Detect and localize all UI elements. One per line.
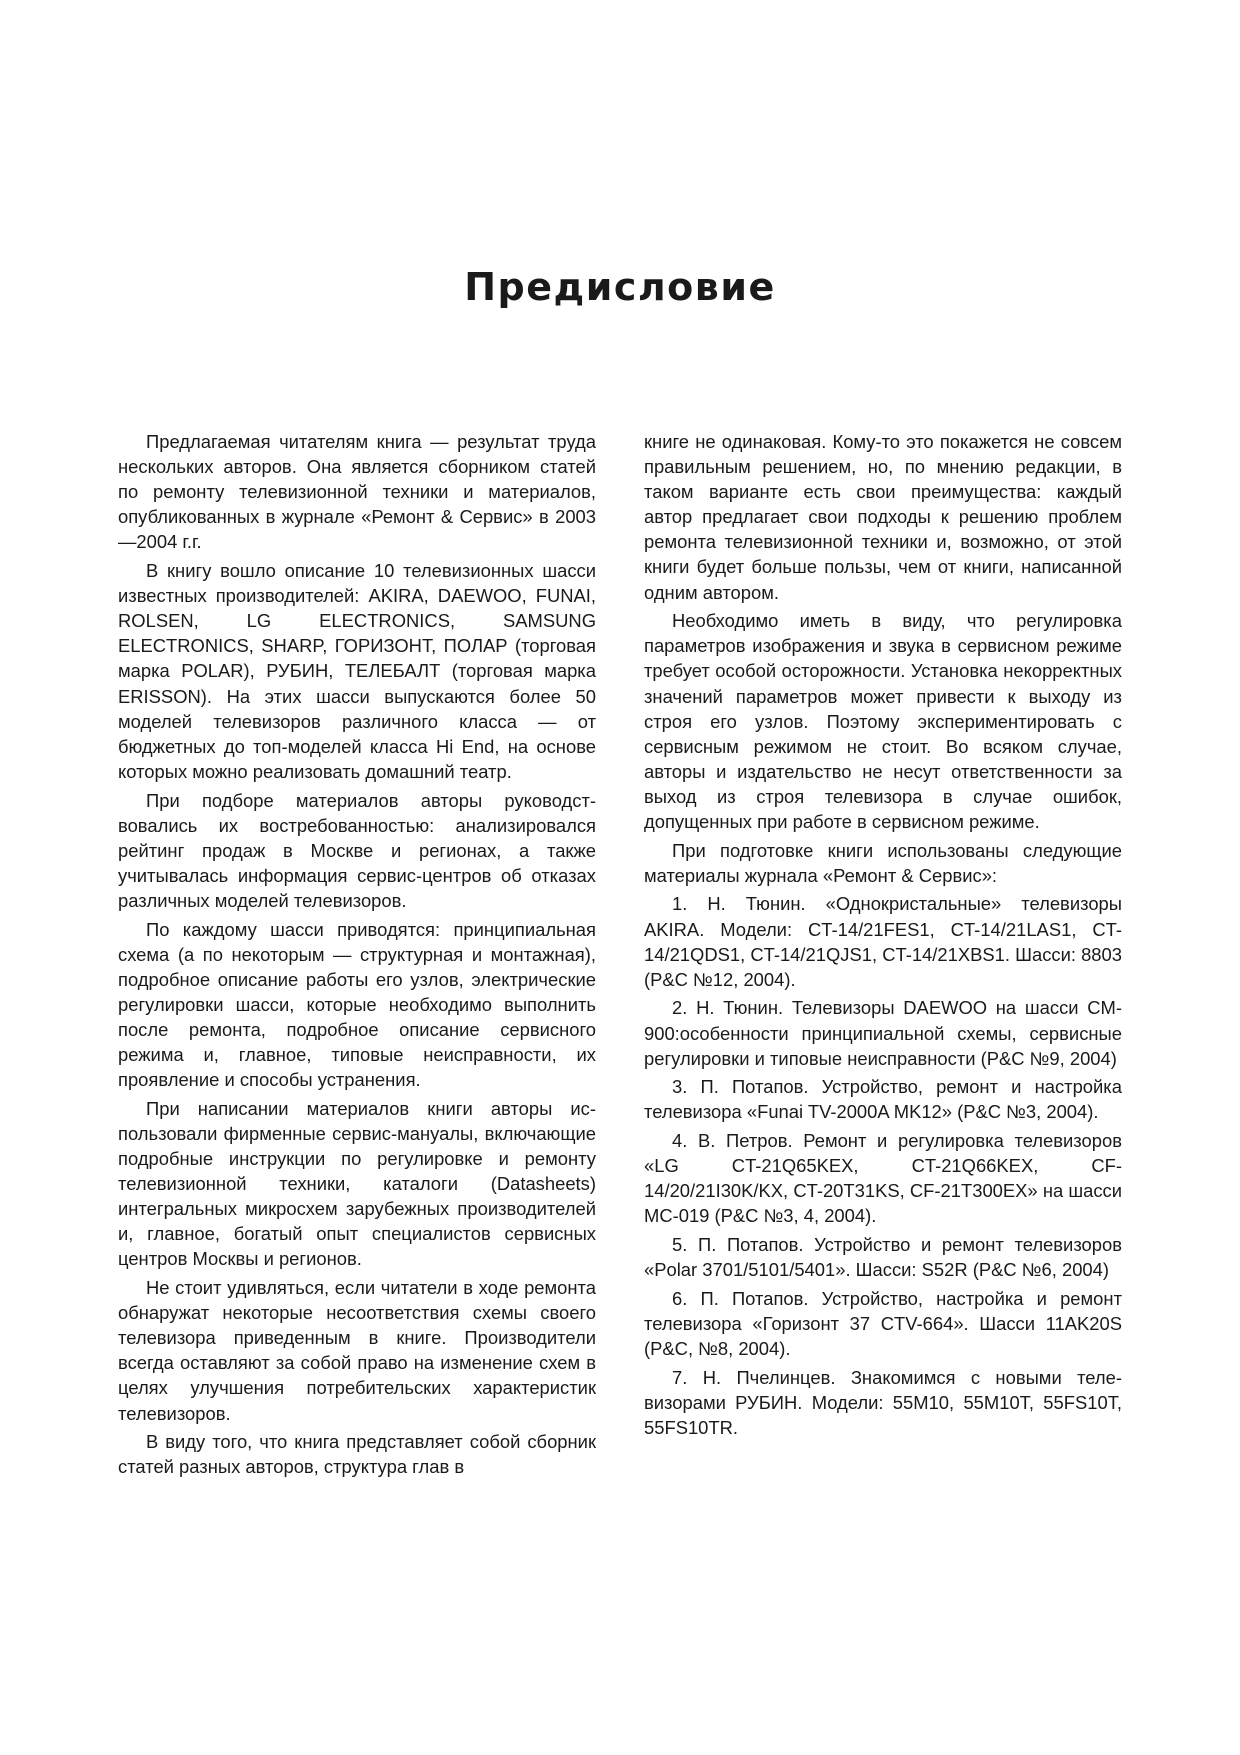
paragraph: При подборе материалов авторы руководствовались их востребованностью: анализировался рейтинг продаж в Москве и регионах, а также учитывалась информация сервис-центров об отказах различных моделей телевизоров. bbox=[118, 789, 596, 911]
paragraph: При подготовке книги использованы следующие материалы журнала «Ремонт & Сервис»: bbox=[644, 839, 1122, 886]
reference-item: 2. Н. Тюнин. Телевизоры DAEWOO на шасси CM-900:особенности принципиальной схемы, сервисные регулировки и типовые неисправности (Р&С №9, 2004) bbox=[644, 997, 1122, 1069]
paragraph: По каждому шасси приводятся: принципиальная схема (а по некоторым — структурная и монтажная), подробное описание работы его узлов, электрические регулировки шасси, которые необходимо выполнить после ремонта, подробное описание сервисного режима и, главное, типовые неисправности, их проявление и способы устранения. bbox=[118, 918, 596, 1091]
paragraph-continuation: книге не одинаковая. Кому-то это покажется не совсем правильным решением, но, по мнению редакции, в таком варианте есть свои преимущества: каждый автор предлагает свои подходы к решению проблем ремонта телевизионной техники и, возможно, от этой книги будет больше пользы, чем от книги, написанной одним автором. bbox=[644, 431, 1122, 603]
reference-item: 6. П. Потапов. Устройство, настройка и ремонт телевизора «Горизонт 37 CTV-664». Шасси 11AK20S (Р&С, №8, 2004). bbox=[644, 1287, 1122, 1360]
reference-item: 5. П. Потапов. Устройство и ремонт телевизоров «Polar 3701/5101/5401». Шасси: S52R (Р&С №6, 2004) bbox=[644, 1234, 1122, 1281]
paragraph: Необходимо иметь в виду, что регулировка параметров изображения и звука в сервисном режиме требует особой осторожности. Установка некорректных значений параметров может привести к выходу из строя его узлов. Поэтому экспериментировать с сервисным режимом не стоит. Во всяком случае, авторы и издательство не несут ответственности за выход из строя телевизора в случае ошибок, допущенных при работе в сервисном режиме. bbox=[644, 610, 1122, 832]
reference-item: 4. В. Петров. Ремонт и регулировка телевизоров «LG CT-21Q65KEX, CT-21Q66KEX, CF-14/20/21I30K/KX, CT-20T31KS, CF-21T300EX» на шасси MC-019 (Р&С №3, 4, 2004). bbox=[644, 1130, 1122, 1227]
paragraph: В виду того, что книга представляет собой сборник статей разных авторов, структура глав в bbox=[118, 1431, 596, 1478]
paragraph: При написании материалов книги авторы использовали фирменные сервис-мануалы, включающие подробные инструкции по регулировке и ремонту телевизионной техники, каталоги (Datasheets) интегральных микросхем зарубежных производителей и, главное, богатый опыт специалистов сервисных центров Москвы и регионов. bbox=[118, 1097, 596, 1270]
page-title: Предисловие bbox=[464, 265, 776, 309]
reference-item: 3. П. Потапов. Устройство, ремонт и настройка телевизора «Funai TV-2000A MK12» (Р&С №3, 2004). bbox=[644, 1076, 1122, 1123]
paragraph: В книгу вошло описание 10 телевизионных шасси известных производителей: AKIRA, DAEWOO, FUNAI, ROLSEN, LG ELECTRONICS, SAMSUNG ELECTRONICS, SHARP, ГОРИЗОНТ, ПОЛАР (торговая марка POLAR), РУБИН, ТЕЛЕБАЛТ (торговая марка ERISSON). На этих шасси выпускаются более 50 моделей телевизоров различного класса — от бюджетных до топ-моделей класса Hi End, на основе которых можно реализовать домашний театр. bbox=[118, 560, 596, 782]
right-column bbox=[644, 429, 1122, 1479]
reference-item: 7. Н. Пчелинцев. Знакомимся с новыми телевизорами РУБИН. Модели: 55M10, 55M10T, 55FS10T, 55FS10TR. bbox=[644, 1366, 1122, 1438]
text-columns bbox=[118, 429, 1122, 1479]
reference-item: 1. Н. Тюнин. «Однокристальные» телевизоры AKIRA. Модели: CT-14/21FES1, CT-14/21LAS1, CT-14/21QDS1, CT-14/21QJS1, CT-14/21XBS1. Шасси: 8803 (Р&С №12, 2004). bbox=[644, 893, 1122, 990]
left-column bbox=[118, 429, 596, 1479]
paragraph: Предлагаемая читателям книга — результат труда нескольких авторов. Она является сборником статей по ремонту телевизионной техники и материалов, опубликованных в журнале «Ремонт & Сервис» в 2003—2004 г.г. bbox=[118, 431, 596, 553]
paragraph: Не стоит удивляться, если читатели в ходе ремонта обнаружат некоторые несоответствия схемы своего телевизора приведенным в книге. Производители всегда оставляют за собой право на изменение схем в целях улучшения потребительских характеристик телевизоров. bbox=[118, 1277, 596, 1424]
